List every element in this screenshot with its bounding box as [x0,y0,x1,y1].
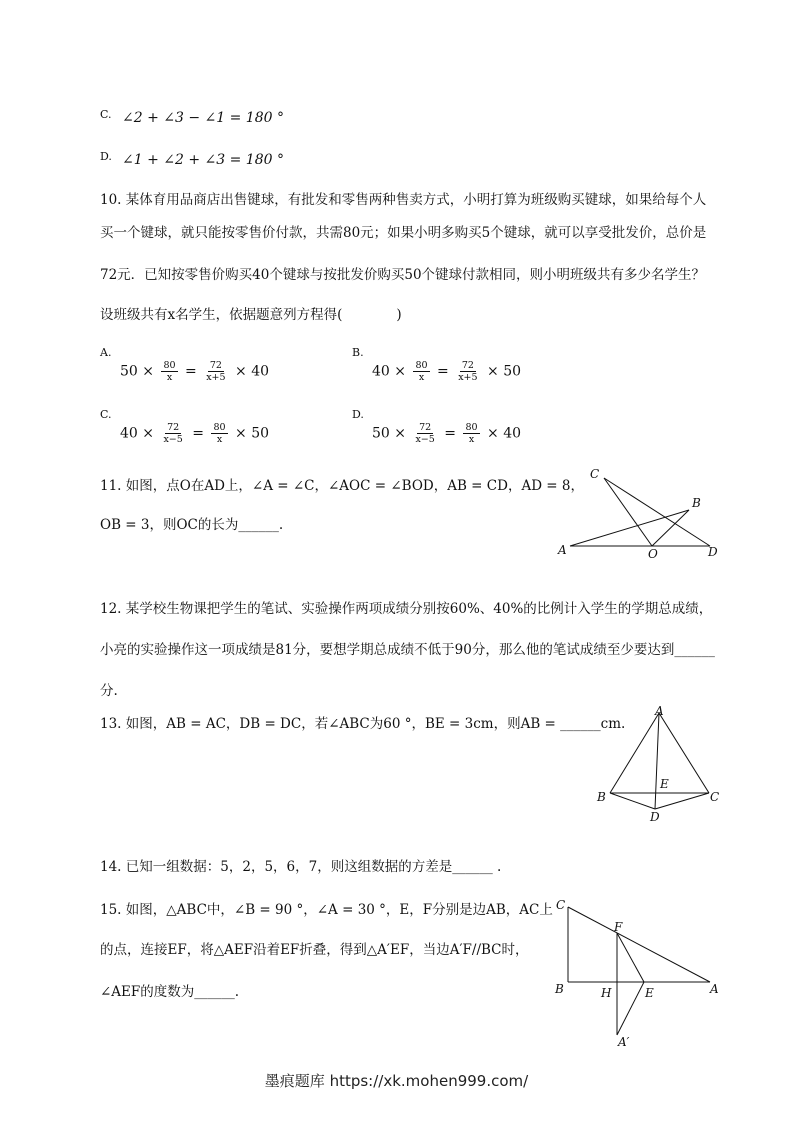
point-label-c: C [590,467,600,481]
q11-figure [552,462,732,568]
equals-sign: = [185,363,197,380]
point-label-a-prime: A′ [618,1035,630,1049]
segment-cd [604,478,710,546]
q13-line-1: 13. 如图，AB = AC，DB = DC，若∠ABC为60 °，BE = 3cm，则AB = ______cm. [100,716,626,732]
numerator: 80 [163,360,176,371]
q11-line-1: 11. 如图，点O在AD上，∠A = ∠C，∠AOC = ∠BOD，AB = CD，AD = 8， [100,478,584,494]
option-expression [120,422,269,445]
option-label: C. [100,108,112,121]
fraction [413,360,429,383]
numerator: 80 [213,422,226,433]
denominator: x+5 [458,372,478,383]
point-label-d: D [650,810,660,824]
option-label: A. [100,346,112,359]
option-label: C. [100,408,112,421]
q9-option-d [100,148,112,164]
denominator: x [216,434,223,445]
point-label-a: A [710,982,719,996]
q10-line-2: 买一个键球，就只能按零售价付款，共需80元；如果小明多购买5个键球，就可以享受批发价，总价是 [100,225,707,241]
q15-figure [550,893,730,1053]
denominator: x [166,372,173,383]
option-expression [372,360,521,383]
q9-option-c-expression: ∠2 + ∠3 − ∠1 = 180 ° [122,110,284,126]
numerator: 72 [167,422,180,433]
numerator: 72 [461,360,474,371]
segment-bd [610,793,655,809]
fraction [211,422,227,445]
point-label-f: F [614,920,623,934]
point-label-d: D [708,545,718,559]
fraction [161,422,184,445]
numerator: 72 [419,422,432,433]
point-label-e: E [645,986,654,1000]
q11-line-2: OB = 3，则OC的长为______. [100,517,284,533]
fraction [204,360,227,383]
expr-right: × 50 [235,425,270,442]
fraction [161,360,177,383]
q13-figure [592,703,724,825]
point-label-e: E [660,777,669,791]
option-label: D. [352,408,364,421]
fraction [413,422,436,445]
point-label-c: C [710,790,720,804]
segment-co [604,478,652,546]
denominator: x+5 [206,372,226,383]
point-label-b: B [692,496,701,510]
point-label-c: C [556,898,566,912]
segment-ea-prime [617,982,644,1035]
denominator: x [468,434,475,445]
q15-line-1: 15. 如图，△ABC中，∠B = 90 °，∠A = 30 °，E，F分别是边AB，AC上 [100,902,553,918]
option-expression [372,422,521,445]
equals-sign: = [444,425,457,442]
option-label: B. [352,346,364,359]
option-label: D. [100,150,112,163]
numerator: 80 [465,422,478,433]
q10-line-3: 72元．已知按零售价购买40个键球与按批发价购买50个键球付款相同，则小明班级共有多少名学生？ [100,267,706,283]
numerator: 72 [209,360,222,371]
q12-line-2: 小亮的实验操作这一项成绩是81分，要想学期总成绩不低于90分，那么他的笔试成绩至少要达到______ [100,642,715,658]
q9-option-c [100,106,112,122]
equals-sign: = [192,425,205,442]
point-label-b: B [555,982,564,996]
expr-right: × 50 [487,363,522,380]
denominator: x−5 [163,434,183,445]
q15-line-3: ∠AEF的度数为______. [100,984,240,1000]
expr-left: 50 × [120,363,154,380]
point-label-a: A [655,704,664,718]
point-label-o: O [648,547,658,561]
point-label-a: A [558,543,567,557]
q9-option-d-expression: ∠1 + ∠2 + ∠3 = 180 ° [122,152,284,168]
page-footer-watermark: 墨痕题库 https://xk.mohen999.com/ [264,1072,529,1090]
expr-left: 40 × [120,425,154,442]
point-label-h: H [601,986,612,1000]
expr-right: × 40 [235,363,270,380]
segment-ca [568,907,710,982]
fraction [456,360,479,383]
denominator: x [418,372,425,383]
q10-line-1: 10. 某体育用品商店出售键球，有批发和零售两种售卖方式，小明打算为班级购买键球，如果给每个人 [100,192,707,208]
q10-line-4: 设班级共有x名学生，依据题意列方程得( ) [100,307,402,323]
q14-line-1: 14. 已知一组数据：5，2，5，6，7，则这组数据的方差是______ . [100,859,502,875]
segment-ab [610,713,659,793]
segment-cd [655,793,709,809]
denominator: x−5 [415,434,435,445]
expr-left: 50 × [372,425,406,442]
q15-line-2: 的点，连接EF，将△AEF沿着EF折叠，得到△A′EF，当边A′F//BC时， [100,942,529,958]
equals-sign: = [437,363,449,380]
numerator: 80 [415,360,428,371]
q12-line-3: 分. [100,683,118,699]
q12-line-1: 12. 某学校生物课把学生的笔试、实验操作两项成绩分别按60%、40%的比例计入学生的学期总成绩， [100,601,713,617]
expr-left: 40 × [372,363,406,380]
point-label-b: B [597,790,606,804]
fraction [463,422,479,445]
segment-ad [655,713,659,809]
option-expression [120,360,269,383]
expr-right: × 40 [487,425,522,442]
